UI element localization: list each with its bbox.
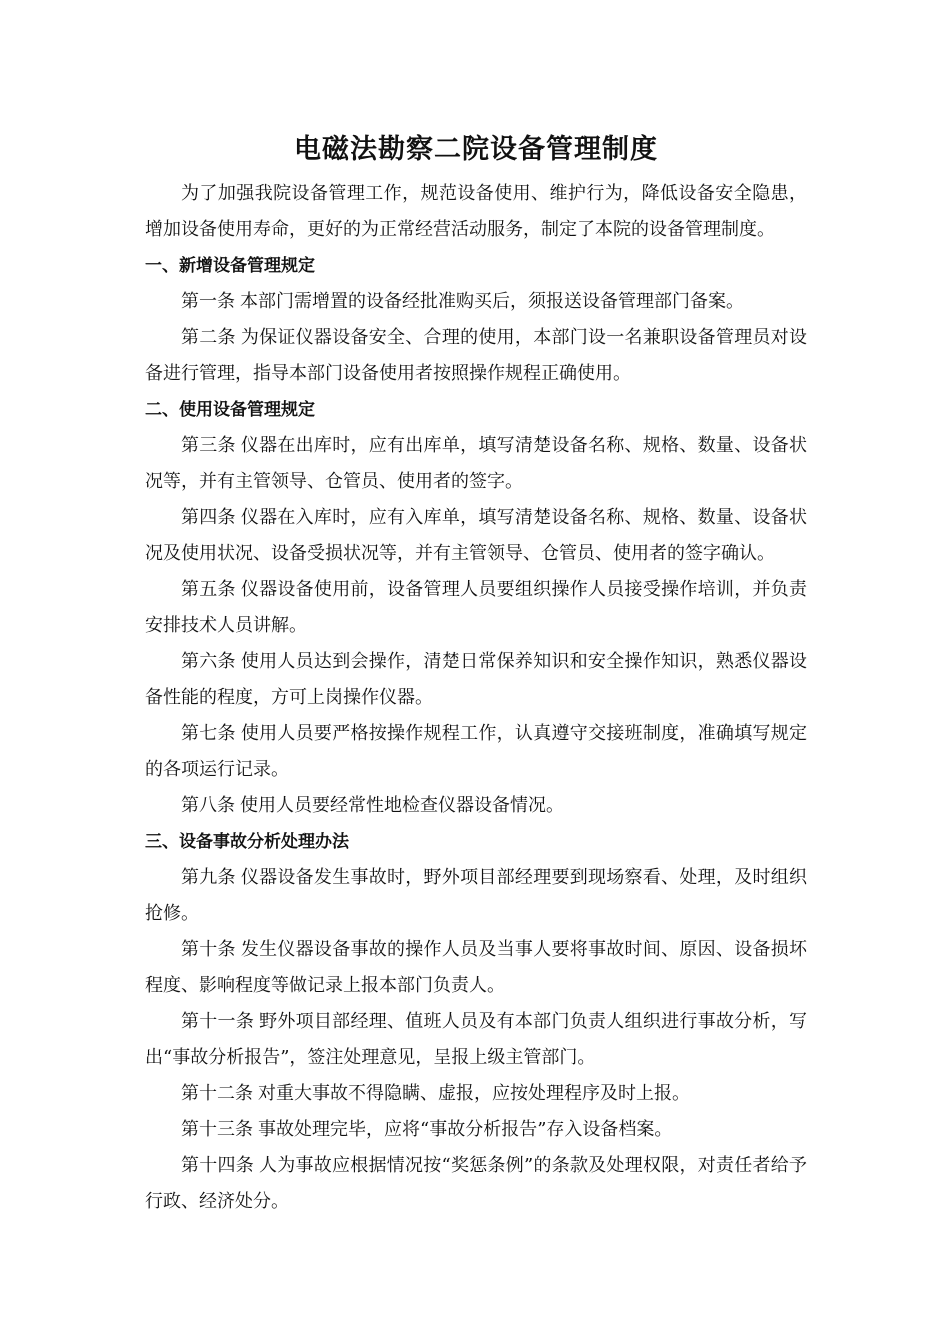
article-text: 事故处理完毕，应将“事故分析报告”存入设备档案。 xyxy=(258,1119,673,1140)
article-text: 本部门需增置的设备经批准购买后，须报送设备管理部门备案。 xyxy=(240,291,744,312)
article-paragraph xyxy=(145,1148,807,1220)
article-paragraph xyxy=(145,932,807,1004)
article-paragraph xyxy=(145,644,807,716)
article-number: 第六条 xyxy=(181,651,236,672)
article-number: 第三条 xyxy=(181,435,236,456)
article-number: 第八条 xyxy=(181,795,235,816)
article-number: 第十四条 xyxy=(181,1155,255,1176)
section-heading-2: 二、使用设备管理规定 xyxy=(145,400,315,420)
article-text: 仪器设备使用前，设备管理人员要组织操作人员接受操作培训，并负责安排技术人员讲解。 xyxy=(145,579,808,636)
article-paragraph xyxy=(145,1076,807,1112)
intro-paragraph: 为了加强我院设备管理工作，规范设备使用、维护行为，降低设备安全隐患，增加设备使用寿命，更好的为正常经营活动服务，制定了本院的设备管理制度。 xyxy=(145,183,807,240)
article-text: 使用人员达到会操作，清楚日常保养知识和安全操作知识，熟悉仪器设备性能的程度，方可上岗操作仪器。 xyxy=(145,651,808,708)
document-page xyxy=(145,128,807,1220)
article-paragraph xyxy=(145,1112,807,1148)
article-number: 第十三条 xyxy=(181,1119,253,1140)
article-number: 第二条 xyxy=(181,327,236,348)
article-text: 人为事故应根据情况按“奖惩条例”的条款及处理权限，对责任者给予行政、经济处分。 xyxy=(145,1155,807,1212)
article-number: 第十条 xyxy=(181,939,236,960)
article-number: 第九条 xyxy=(181,867,236,888)
article-paragraph xyxy=(145,428,807,500)
article-paragraph xyxy=(145,572,807,644)
document-title: 电磁法勘察二院设备管理制度 xyxy=(294,134,658,165)
article-text: 仪器设备发生事故时，野外项目部经理要到现场察看、处理，及时组织抢修。 xyxy=(145,867,808,924)
article-text: 仪器在出库时，应有出库单，填写清楚设备名称、规格、数量、设备状况等，并有主管领导、仓管员、使用者的签字。 xyxy=(145,435,808,492)
article-text: 发生仪器设备事故的操作人员及当事人要将事故时间、原因、设备损坏程度、影响程度等做记录上报本部门负责人。 xyxy=(145,939,808,996)
article-paragraph xyxy=(145,320,807,392)
article-number: 第十二条 xyxy=(181,1083,253,1104)
article-text: 使用人员要经常性地检查仪器设备情况。 xyxy=(240,795,564,816)
article-paragraph xyxy=(145,284,807,320)
article-paragraph xyxy=(145,1004,807,1076)
article-number: 第四条 xyxy=(181,507,236,528)
article-number: 第一条 xyxy=(181,291,235,312)
article-paragraph xyxy=(145,716,807,788)
article-text: 野外项目部经理、值班人员及有本部门负责人组织进行事故分析，写出“事故分析报告”，签注处理意见，呈报上级主管部门。 xyxy=(145,1011,807,1068)
article-paragraph xyxy=(145,860,807,932)
article-paragraph xyxy=(145,788,807,824)
article-text: 为保证仪器设备安全、合理的使用，本部门设一名兼职设备管理员对设备进行管理，指导本部门设备使用者按照操作规程正确使用。 xyxy=(145,327,808,384)
section-heading-1: 一、新增设备管理规定 xyxy=(145,256,315,276)
article-paragraph xyxy=(145,500,807,572)
article-number: 第十一条 xyxy=(181,1011,255,1032)
article-text: 对重大事故不得隐瞒、虚报，应按处理程序及时上报。 xyxy=(258,1083,690,1104)
article-text: 仪器在入库时，应有入库单，填写清楚设备名称、规格、数量、设备状况及使用状况、设备受损状况等，并有主管领导、仓管员、使用者的签字确认。 xyxy=(145,507,808,564)
article-number: 第五条 xyxy=(181,579,236,600)
article-number: 第七条 xyxy=(181,723,236,744)
article-text: 使用人员要严格按操作规程工作，认真遵守交接班制度，准确填写规定的各项运行记录。 xyxy=(145,723,808,780)
section-heading-3: 三、设备事故分析处理办法 xyxy=(145,832,349,852)
